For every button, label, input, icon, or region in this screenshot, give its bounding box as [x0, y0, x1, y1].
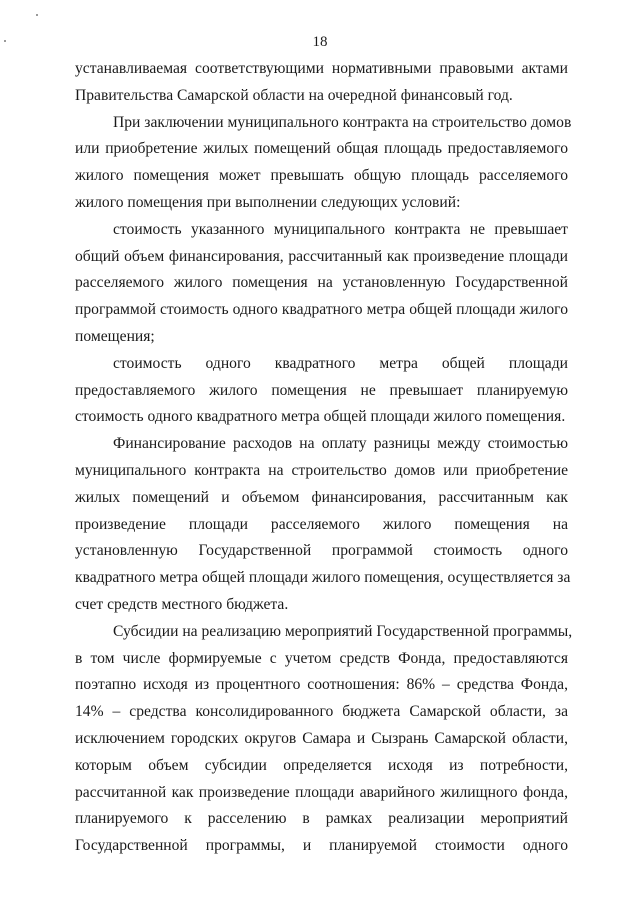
- text-line: установленную Государственной программой стоимость одного: [75, 542, 568, 560]
- text-line: стоимость одного квадратного метра общей площади жилого помещения.: [75, 408, 566, 426]
- text-line: Государственной программы, и планируемой стоимости одного: [75, 837, 568, 855]
- paragraph: [75, 431, 571, 619]
- text-line: стоимость одного квадратного метра общей площади: [113, 354, 568, 372]
- text-line: Финансирование расходов на оплату разницы между стоимостью: [113, 435, 568, 453]
- text-line: При заключении муниципального контракта на строительство домов: [113, 113, 572, 131]
- text-line: квадратного метра общей площади жилого помещения, осуществляется за: [75, 569, 571, 587]
- text-line: исключением городских округов Самара и Сызрань Самарской области,: [75, 729, 568, 747]
- text-line: жилого помещения может превышать общую площадь расселяемого: [75, 167, 568, 185]
- document-body: [75, 56, 573, 860]
- paragraph: [75, 110, 572, 217]
- scan-artifact: [36, 14, 38, 16]
- text-line: Субсидии на реализацию мероприятий Государственной программы,: [113, 622, 573, 640]
- text-line: которым объем субсидии определяется исходя из потребности,: [75, 756, 568, 774]
- text-line: счет средств местного бюджета.: [75, 595, 289, 613]
- page-number: 18: [312, 34, 328, 50]
- text-line: поэтапно исходя из процентного соотношения: 86% – средства Фонда,: [75, 676, 568, 694]
- paragraph: [75, 351, 568, 431]
- text-line: произведение площади расселяемого жилого помещения на: [75, 515, 568, 533]
- text-line: помещения;: [75, 327, 155, 345]
- text-line: жилых помещений и объемом финансирования, рассчитанным как: [75, 488, 568, 506]
- text-line: муниципального контракта на строительство домов или приобретение: [75, 461, 568, 479]
- text-line: расселяемого жилого помещения на установленную Государственной: [75, 274, 568, 292]
- text-line: предоставляемого жилого помещения не превышает планируемую: [75, 381, 568, 399]
- text-line: 14% – средства консолидированного бюджета Самарской области, за: [75, 703, 568, 721]
- paragraph: [75, 619, 573, 860]
- text-line: стоимость указанного муниципального контракта не превышает: [113, 220, 568, 238]
- text-line: Правительства Самарской области на очередной финансовый год.: [75, 86, 513, 104]
- text-line: в том числе формируемые с учетом средств Фонда, предоставляются: [75, 649, 568, 667]
- text-line: или приобретение жилых помещений общая площадь предоставляемого: [75, 140, 568, 158]
- paragraph: [75, 217, 568, 351]
- paragraph: [75, 56, 568, 110]
- text-line: жилого помещения при выполнении следующих условий:: [75, 193, 461, 211]
- text-line: общий объем финансирования, рассчитанный как произведение площади: [75, 247, 568, 265]
- text-line: программой стоимость одного квадратного метра общей площади жилого: [75, 301, 568, 319]
- text-line: планируемого к расселению в рамках реализации мероприятий: [75, 810, 568, 828]
- text-line: устанавливаемая соответствующими нормативными правовыми актами: [75, 60, 568, 77]
- text-line: рассчитанной как произведение площади аварийного жилищного фонда,: [75, 783, 568, 801]
